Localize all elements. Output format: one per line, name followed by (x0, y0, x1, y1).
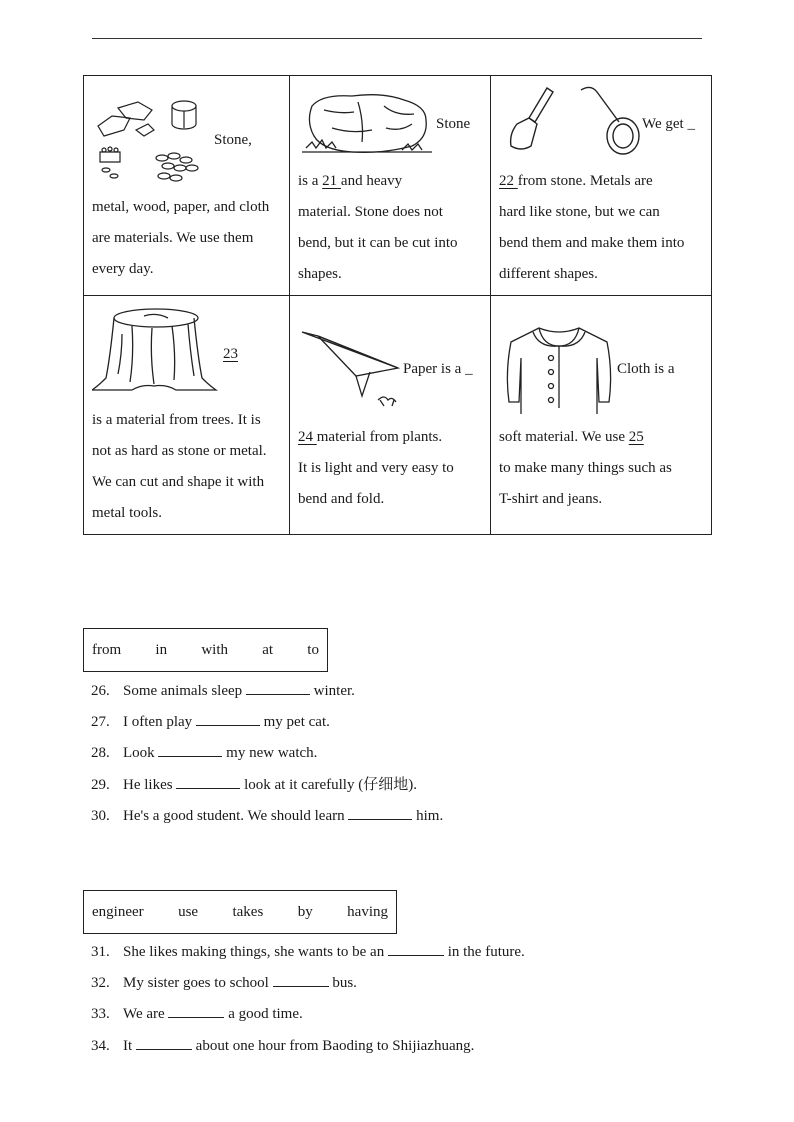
question-28 (91, 742, 317, 762)
blank-23-number: 23 (223, 346, 238, 362)
question-text: My sister goes to school (123, 975, 269, 991)
question-number: 28. (91, 745, 110, 761)
reading-cell-4 (84, 296, 290, 535)
word-bank-1-word: from (92, 641, 122, 658)
question-number: 26. (91, 683, 110, 699)
blank-22-number: 22 (499, 173, 514, 189)
word-bank-2-word: engineer (92, 903, 144, 920)
answer-blank[interactable] (158, 742, 222, 757)
cell-5-text-post: material from plants. It is light and very easy to bend and fold. (298, 429, 454, 507)
word-bank-1 (83, 628, 328, 672)
blank-24[interactable] (298, 429, 317, 445)
header-rule (92, 38, 702, 39)
question-text: in the future. (447, 944, 525, 960)
cell-6-lead: Cloth is a (617, 361, 675, 377)
reading-cell-3 (491, 76, 712, 296)
question-text: Look (123, 745, 155, 761)
blank-25[interactable] (629, 429, 644, 445)
materials-illustration (92, 96, 210, 186)
word-bank-1-word: to (307, 641, 319, 658)
cell-1-lead: Stone, (214, 132, 252, 148)
stone-illustration (302, 88, 432, 158)
cell-5-text (298, 422, 484, 515)
question-text: about one hour from Baoding to Shijiazhuang. (195, 1038, 475, 1054)
question-text: my new watch. (226, 745, 318, 761)
shirt-illustration (503, 322, 615, 414)
question-number: 33. (91, 1006, 110, 1022)
cell-6-text-pre: soft material. We use (499, 429, 629, 445)
cell-5-lead: Paper is a _ (403, 361, 473, 377)
cell-2-text-post: and heavy material. Stone does not bend, but it can be cut into shapes. (298, 173, 458, 282)
blank-21-number: 21 (322, 173, 338, 189)
question-text: him. (416, 808, 444, 824)
question-text: bus. (332, 975, 357, 991)
question-text: I often play (123, 714, 193, 730)
answer-blank[interactable] (348, 805, 412, 820)
word-bank-2-word: use (178, 903, 199, 920)
answer-blank[interactable] (168, 1003, 224, 1018)
reading-table (83, 75, 712, 535)
word-bank-1-word: at (262, 641, 274, 658)
cell-2-text (298, 166, 484, 290)
reading-cell-6 (491, 296, 712, 535)
question-33 (91, 1003, 303, 1023)
cell-6-text-post: to make many things such as T-shirt and jeans. (499, 460, 672, 507)
answer-blank[interactable] (196, 711, 260, 726)
blank-23[interactable] (223, 346, 238, 363)
cell-3-text-post: from stone. Metals are hard like stone, but we can bend them and make them into different shapes. (499, 173, 685, 282)
question-number: 29. (91, 777, 110, 793)
question-text: Some animals sleep (123, 683, 243, 699)
answer-blank[interactable] (388, 941, 444, 956)
word-bank-2-word: takes (232, 903, 264, 920)
question-text: look at it carefully (仔细地). (244, 777, 417, 793)
word-bank-2-word: having (347, 903, 388, 920)
cell-2-lead: Stone (436, 116, 471, 132)
question-32 (91, 972, 357, 992)
tree-stump-illustration (92, 304, 220, 394)
answer-blank[interactable] (136, 1035, 192, 1050)
question-26 (91, 680, 355, 700)
reading-cell-2 (290, 76, 491, 296)
question-text: winter. (313, 683, 355, 699)
blank-24-number: 24 (298, 429, 313, 445)
blank-25-number: 25 (628, 429, 644, 445)
question-31 (91, 941, 525, 961)
question-29 (91, 773, 417, 794)
answer-blank[interactable] (273, 972, 329, 987)
word-bank-1-word: with (201, 641, 228, 658)
question-34 (91, 1035, 474, 1055)
question-number: 31. (91, 944, 110, 960)
question-text: She likes making things, she wants to be an (123, 944, 385, 960)
metal-tools-illustration (499, 82, 643, 162)
blank-22[interactable] (499, 173, 518, 189)
question-number: 30. (91, 808, 110, 824)
blank-21[interactable] (322, 173, 341, 189)
cell-3-lead: We get _ (642, 116, 695, 132)
cell-6-text (499, 422, 705, 515)
reading-cell-5 (290, 296, 491, 535)
cell-3-text (499, 166, 705, 290)
reading-cell-1 (84, 76, 290, 296)
question-27 (91, 711, 330, 731)
question-text: He likes (123, 777, 173, 793)
cell-4-text: is a material from trees. It is not as hard as stone or metal. We can cut and shape it with metal tools. (92, 412, 267, 521)
paper-plane-illustration (300, 330, 410, 412)
question-number: 34. (91, 1038, 110, 1054)
question-text: a good time. (228, 1006, 303, 1022)
question-number: 27. (91, 714, 110, 730)
question-text: We are (123, 1006, 165, 1022)
cell-2-text-pre: is a (298, 173, 323, 189)
word-bank-1-word: in (155, 641, 168, 658)
word-bank-2 (83, 890, 397, 934)
cell-1-text: metal, wood, paper, and cloth are materials. We use them every day. (92, 199, 270, 277)
word-bank-2-word: by (297, 903, 313, 920)
question-text: He's a good student. We should learn (123, 808, 345, 824)
question-text: It (123, 1038, 133, 1054)
question-text: my pet cat. (263, 714, 330, 730)
answer-blank[interactable] (246, 680, 310, 695)
question-number: 32. (91, 975, 110, 991)
question-30 (91, 805, 443, 825)
answer-blank[interactable] (176, 774, 240, 789)
